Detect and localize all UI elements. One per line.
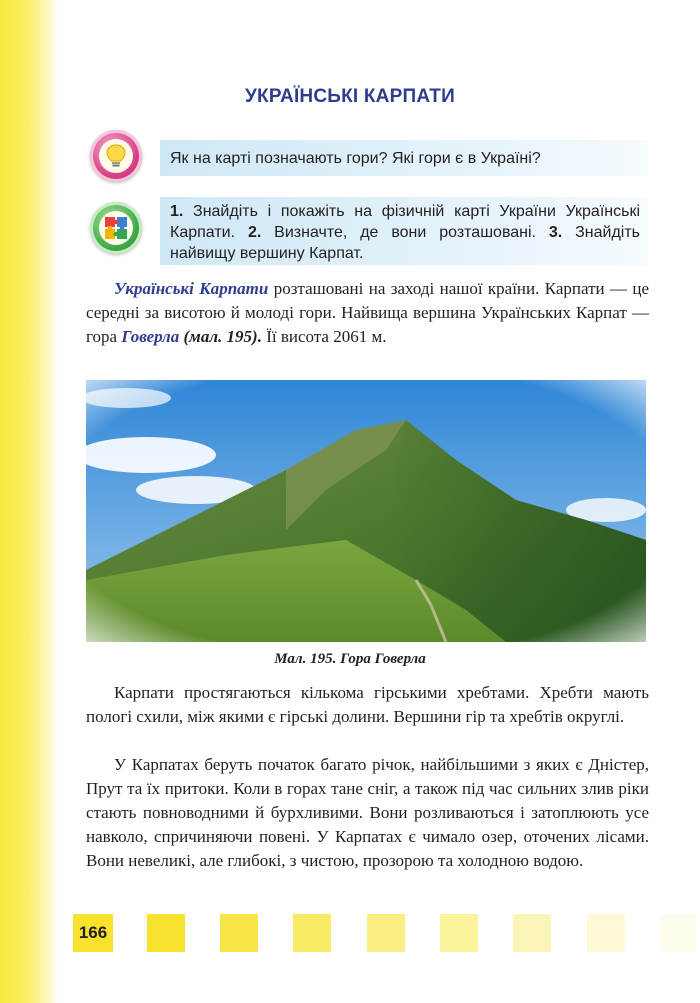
figure-caption: Мал. 195. Гора Говерла [274, 651, 426, 667]
intro-text-2: Її висота 2061 м. [261, 327, 387, 346]
body-paragraph-2 [86, 753, 649, 873]
task-number-1: 1. [170, 203, 184, 220]
decorative-square [513, 914, 551, 952]
term-hoverla: Говерла [121, 327, 180, 346]
body-text-2: У Карпатах беруть початок багато річок, найбільшими з яких є Дністер, Прут та їх притоки. Коли в горах тане сніг, а також під час сильних злив ріки стають повноводними й бурхливими. Вони розливаються і затоплюють усе навколо, спричиняючи повені. У Карпатах є чимало озер, оточених лісами. Вони невеликі, але глибокі, з чистою, прозорою та холодною водою. [86, 755, 649, 870]
decorative-square [220, 914, 258, 952]
decorative-square [660, 914, 696, 952]
page-number: 166 [73, 914, 113, 952]
task-text-2: Визначте, де вони розташовані. [261, 224, 549, 241]
task-text-3: Знайдіть найвищу вершину Карпат. [170, 224, 641, 262]
question-text: Як на карті позначають гори? Які гори є в Україні? [170, 149, 541, 167]
figure-reference: (мал. 195). [179, 327, 262, 346]
question-box [160, 140, 648, 176]
puzzle-icon [90, 202, 142, 254]
term-ukrainian-carpathians: Українські Карпати [114, 279, 269, 298]
body-paragraph-1 [86, 681, 649, 729]
decorative-square [147, 914, 185, 952]
intro-text-1: розташовані на заході нашої країни. Карпати — це середні за висотою й молоді гори. Найвища вершина Українських Карпат — гора [86, 279, 649, 346]
task-number-2: 2. [247, 224, 262, 241]
page-title: УКРАЇНСЬКІ КАРПАТИ [245, 86, 455, 107]
decorative-square [293, 914, 331, 952]
hoverla-photo [86, 380, 646, 642]
decorative-square [367, 914, 405, 952]
body-text-1: Карпати простягаються кількома гірськими хребтами. Хребти мають пологі схили, між якими є гірські долини. Вершини гір та хребтів округлі. [86, 683, 649, 726]
practice-box [160, 197, 648, 265]
decorative-square [440, 914, 478, 952]
intro-paragraph [86, 277, 649, 349]
lightbulb-icon [90, 130, 142, 182]
task-text-1: Знайдіть і покажіть на фізичній карті України Українські Карпати. [170, 203, 640, 241]
side-color-strip [0, 0, 58, 1003]
task-number-3: 3. [548, 224, 563, 241]
decorative-square [587, 914, 625, 952]
